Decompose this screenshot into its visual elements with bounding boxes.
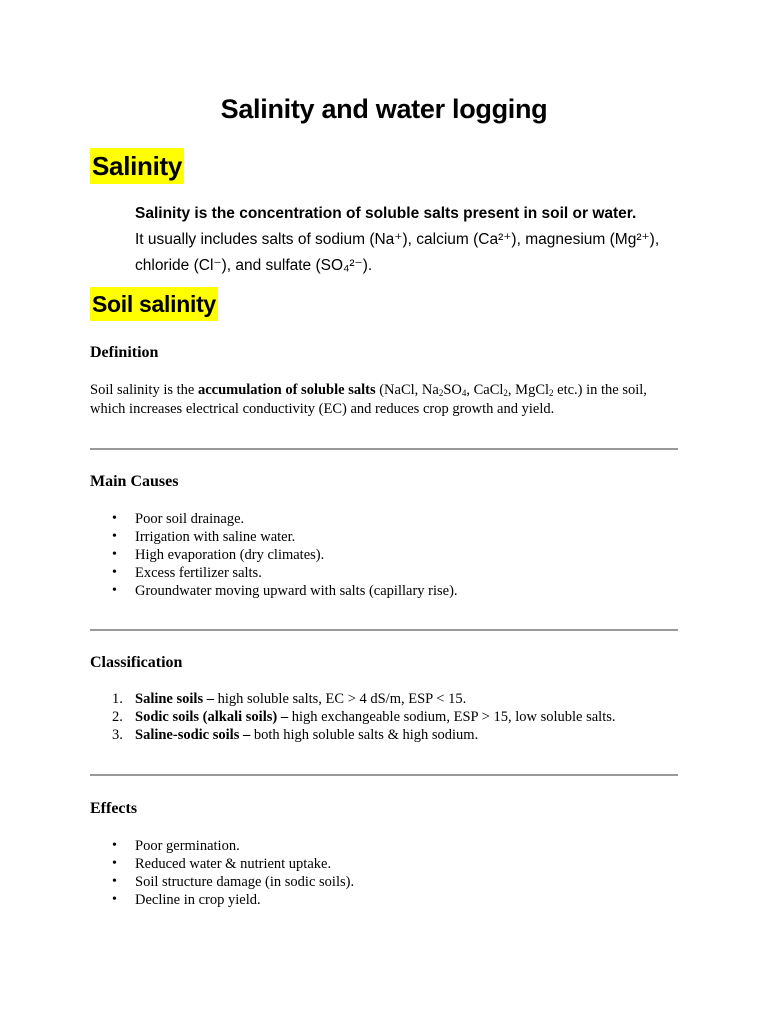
list-item-text: Poor germination. — [135, 838, 240, 854]
causes-heading: Main Causes — [90, 473, 179, 490]
list-item — [90, 873, 354, 891]
list-item — [90, 837, 354, 855]
classification-list — [90, 690, 616, 744]
divider — [90, 774, 678, 776]
list-number: 1. — [112, 691, 123, 707]
list-item — [90, 708, 616, 726]
list-number: 2. — [112, 709, 123, 725]
definition-paragraph — [90, 381, 680, 419]
list-item — [90, 510, 458, 528]
salinity-paragraph — [135, 201, 695, 279]
list-item-text: Poor soil drainage. — [135, 511, 245, 527]
list-item-text: Soil structure damage (in sodic soils). — [135, 874, 355, 890]
classification-heading: Classification — [90, 654, 183, 671]
list-item-term: Sodic soils (alkali soils) – — [135, 709, 289, 725]
definition-formula-2: SO — [443, 382, 462, 398]
list-item — [90, 582, 458, 600]
effects-heading: Effects — [90, 800, 138, 817]
heading-soil-salinity: Soil salinity — [90, 287, 218, 321]
subscript: 2 — [438, 388, 444, 398]
bullet-icon: • — [112, 583, 117, 598]
list-item-text: Groundwater moving upward with salts (capillary rise). — [135, 583, 458, 599]
list-item — [90, 546, 458, 564]
heading-salinity: Salinity — [90, 148, 184, 184]
bullet-icon: • — [112, 565, 117, 580]
list-number: 3. — [112, 727, 123, 743]
bullet-icon: • — [112, 838, 117, 853]
subscript: 2 — [549, 388, 554, 398]
divider — [90, 448, 678, 450]
bullet-icon: • — [112, 892, 117, 907]
list-item-term: Saline soils – — [135, 691, 214, 707]
salinity-definition-line: Salinity is the concentration of soluble salts present in soil or water. — [135, 205, 637, 222]
bullet-icon: • — [112, 874, 117, 889]
definition-prefix: Soil salinity is the — [90, 382, 198, 398]
list-item — [90, 891, 354, 909]
subscript: 2 — [503, 388, 508, 398]
list-item-text: both high soluble salts & high sodium. — [250, 727, 479, 743]
definition-heading: Definition — [90, 344, 159, 361]
definition-formula-4: , MgCl — [507, 382, 550, 398]
effects-list — [90, 837, 354, 909]
list-item-text: High evaporation (dry climates). — [135, 547, 325, 563]
list-item-term: Saline-sodic soils – — [135, 727, 251, 743]
definition-formula-1: (NaCl, Na — [375, 382, 439, 398]
list-item-text: Decline in crop yield. — [135, 892, 261, 908]
list-item-text: high soluble salts, EC > 4 dS/m, ESP < 15. — [213, 691, 467, 707]
definition-end: etc.) in the soil, — [553, 382, 647, 398]
list-item — [90, 564, 458, 582]
list-item — [90, 690, 616, 708]
bullet-icon: • — [112, 529, 117, 544]
subscript: 4 — [461, 388, 467, 398]
list-item-text: Reduced water & nutrient uptake. — [135, 856, 332, 872]
list-item-text: Excess fertilizer salts. — [135, 565, 262, 581]
definition-line-2: which increases electrical conductivity (EC) and reduces crop growth and yield. — [90, 401, 555, 417]
causes-list — [90, 510, 458, 600]
salinity-salts-line-2: chloride (Cl⁻), and sulfate (SO₄²⁻). — [135, 257, 373, 274]
page-title: Salinity and water logging — [220, 94, 548, 124]
list-item-text: Irrigation with saline water. — [135, 529, 296, 545]
definition-bold: accumulation of soluble salts — [197, 382, 376, 398]
list-item-text: high exchangeable sodium, ESP > 15, low soluble salts. — [288, 709, 616, 725]
divider — [90, 629, 678, 631]
list-item — [90, 855, 354, 873]
list-item — [90, 726, 616, 744]
bullet-icon: • — [112, 547, 117, 562]
bullet-icon: • — [112, 856, 117, 871]
list-item — [90, 528, 458, 546]
bullet-icon: • — [112, 511, 117, 526]
definition-formula-3: , CaCl — [466, 382, 504, 398]
salinity-salts-line: It usually includes salts of sodium (Na⁺), calcium (Ca²⁺), magnesium (Mg²⁺), — [135, 231, 660, 248]
